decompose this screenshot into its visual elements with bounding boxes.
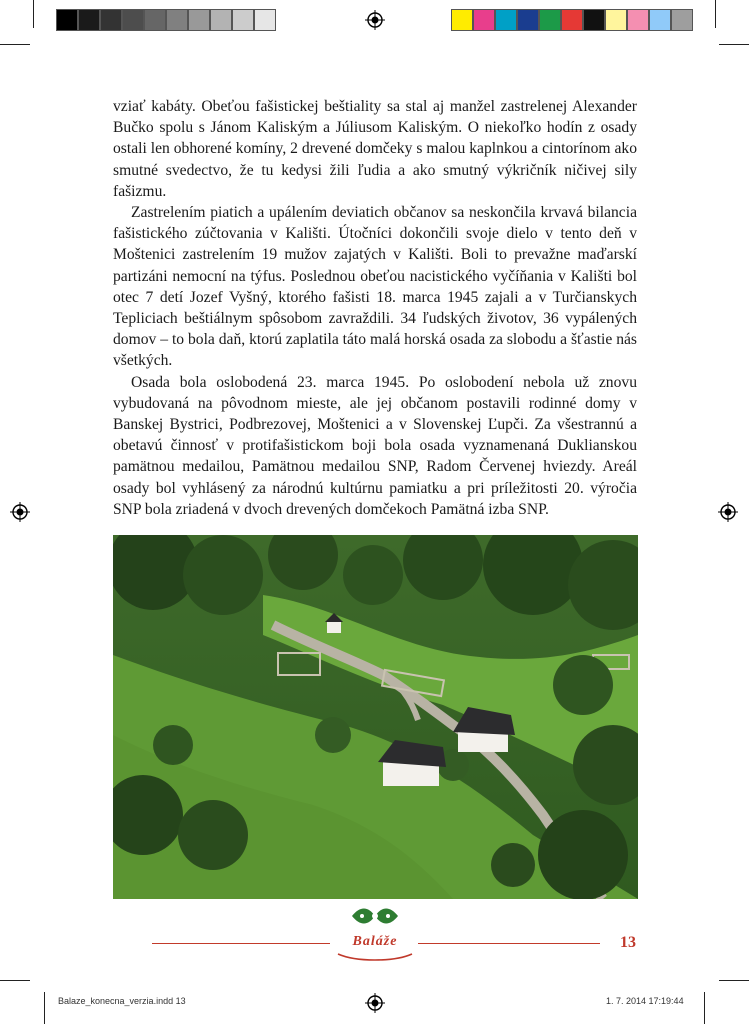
paragraph: vziať kabáty. Obeťou fašistickej beštiality sa stal aj manžel zastrelenej Alexander Bučko spolu s Jánom Kaliským a Júliusom Kaliským. O niekoľko hodín z osady ostali len obhorené komíny, 2 drevené domčeky s malou kaplnkou a cintorínom ako smutné svedectvo, že tu kedysi žili ľudia a ako smutný výkričník ničivej sily fašizmu. [113,98,637,200]
registration-mark-icon [718,502,738,522]
crop-mark [704,992,705,1024]
registration-mark-icon [365,10,385,30]
registration-mark-icon [10,502,30,522]
crop-mark [44,992,45,1024]
crop-mark [0,980,30,981]
flourish-icon [336,950,414,962]
crop-mark [715,0,716,28]
crop-mark [33,0,34,28]
paragraph: Osada bola oslobodená 23. marca 1945. Po oslobodení nebola už znovu vybudovaná na pôvodnom mieste, ale jej občanom postavili rodinné domy v Banskej Bystrici, Podbrezovej, Moštenici a v Slovenskej Ľupči. Za všestrannú a obetavú činnosť v protifašistickom boji bola osada vyznamenaná Duklianskou pamätnou medailou, Pamätnou medailou SNP, Radom Červenej hviezdy. Areál osady bol vyhlásený za národnú kultúrnu pamiatku a pri príležitosti 20. výročia SNP bola zriadená v dvoch drevených domčekoch Pamätná izba SNP. [113,373,637,518]
footer-rule-right [418,943,600,944]
crop-mark [719,980,749,981]
slug-date: 1. 7. 2014 17:19:44 [606,996,684,1006]
crop-mark [0,44,30,45]
color-calibration-bar [451,9,693,31]
registration-mark-icon [365,993,385,1013]
paragraph: Zastrelením piatich a upálením deviatich občanov sa neskončila krvavá bilancia fašistického zúčtovania v Kališti. Útočníci dokončili svoje dielo v tento deň v Moštenici zastrelením 19 mužov zajatých v Kališti. Boli to prevažne maďarskí partizáni nemocní na týfus. Poslednou obeťou nacistického vyčíňania v Kališti bol otec 7 detí Jozef Vyšný, ktorého fašisti 18. marca 1945 zajali a v Turčianskych Tepliciach beštiálnym spôsobom zavraždili. 34 ľudských životov, 36 vypálených domov – to bola daň, ktorú zaplatila táto malá horská osada za slobodu a šťastie nás všetkých. [113,204,637,370]
ornament-icon [350,906,400,926]
body-text [113,96,637,520]
footer-title: Baláže [352,934,398,949]
page-number: 13 [620,934,636,951]
crop-mark [719,44,749,45]
slug-file: Balaze_konecna_verzia.indd 13 [58,996,186,1006]
settlement-photo [113,535,638,899]
gray-calibration-bar [56,9,276,31]
footer-rule-left [152,943,330,944]
